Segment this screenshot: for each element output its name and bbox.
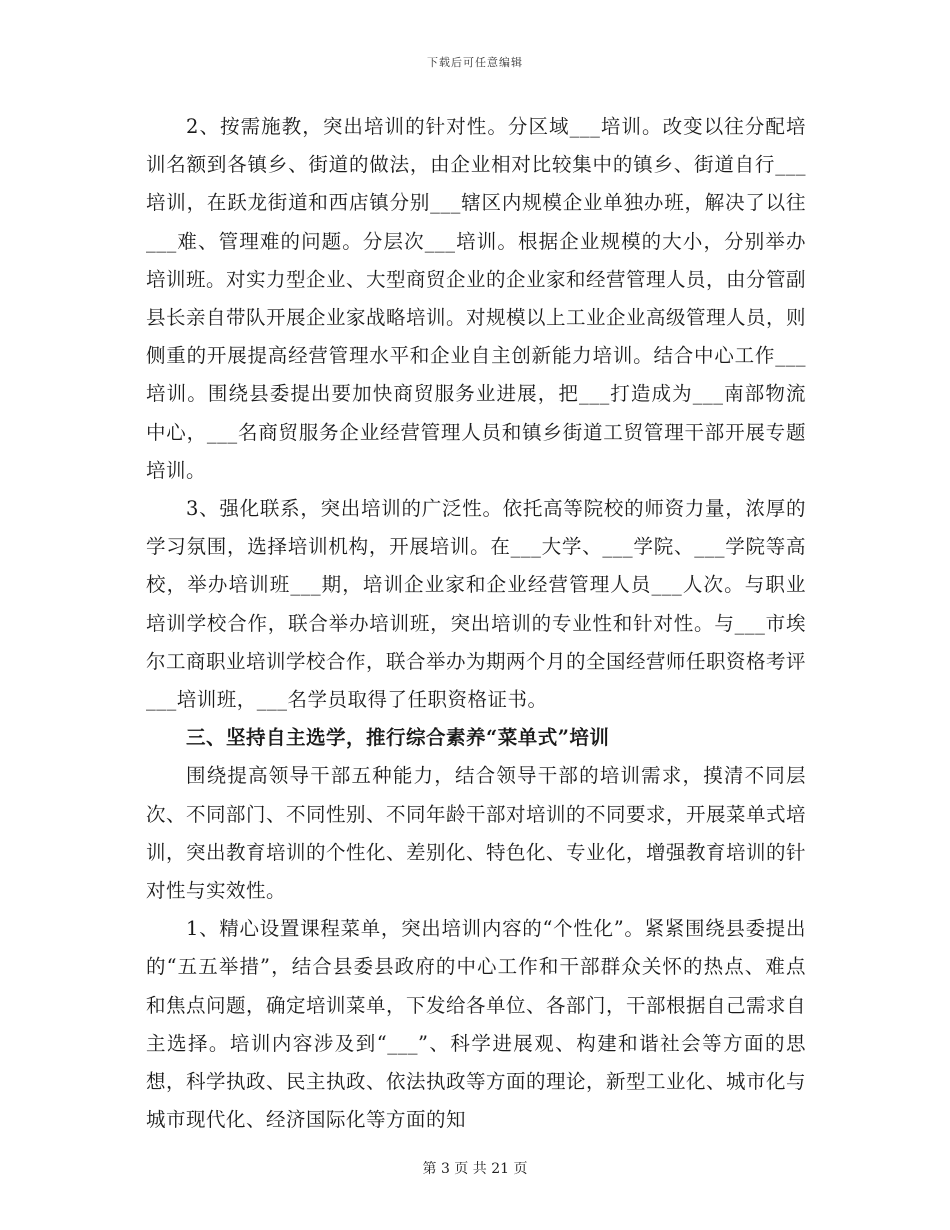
document-body [146, 108, 806, 1139]
section-heading-3: 三、坚持自主选学，推行综合素养“菜单式”培训 [186, 726, 610, 750]
paragraph-item-2: 2、按需施教，突出培训的针对性。分区域___培训。改变以往分配培训名额到各镇乡、街道的做法，由企业相对比较集中的镇乡、街道自行___培训，在跃龙街道和西店镇分别___辖区内规模企业单独办班，解决了以往___难、管理难的问题。分层次___培训。根据企业规模的大小，分别举办培训班。对实力型企业、大型商贸企业的企业家和经营管理人员，由分管副县长亲自带队开展企业家战略培训。对规模以上工业企业高级管理人员，则侧重的开展提高经营管理水平和企业自主创新能力培训。结合中心工作___培训。围绕县委提出要加快商贸服务业进展，把___打造成为___南部物流中心，___名商贸服务企业经营管理人员和镇乡街道工贸管理干部开展专题培训。 [146, 115, 807, 482]
page-header: 下载后可任意编辑 [427, 56, 523, 69]
section-intro-paragraph: 围绕提高领导干部五种能力，结合领导干部的培训需求，摸清不同层次、不同部门、不同性别、不同年龄干部对培训的不同要求，开展菜单式培训，突出教育培训的个性化、差别化、特色化、专业化，增强教育培训的针对性与实效性。 [146, 764, 807, 903]
paragraph-item-1: 1、精心设置课程菜单，突出培训内容的“个性化”。紧紧围绕县委提出的“五五举措”，结合县委县政府的中心工作和干部群众关怀的热点、难点和焦点问题，确定培训菜单，下发给各单位、各部门，干部根据自己需求自主选择。培训内容涉及到“___”、科学进展观、构建和谐社会等方面的思想，科学执政、民主执政、依法执政等方面的理论，新型工业化、城市化与城市现代化、经济国际化等方面的知 [146, 917, 807, 1132]
paragraph-item-3: 3、强化联系，突出培训的广泛性。依托高等院校的师资力量，浓厚的学习氛围，选择培训机构，开展培训。在___大学、___学院、___学院等高校，举办培训班___期，培训企业家和企业经营管理人员___人次。与职业培训学校合作，联合举办培训班，突出培训的专业性和针对性。与___市埃尔工商职业培训学校合作，联合举办为期两个月的全国经营师任职资格考评___培训班，___名学员取得了任职资格证书。 [146, 497, 807, 712]
page-number: 第 3 页 共 21 页 [422, 1161, 528, 1177]
